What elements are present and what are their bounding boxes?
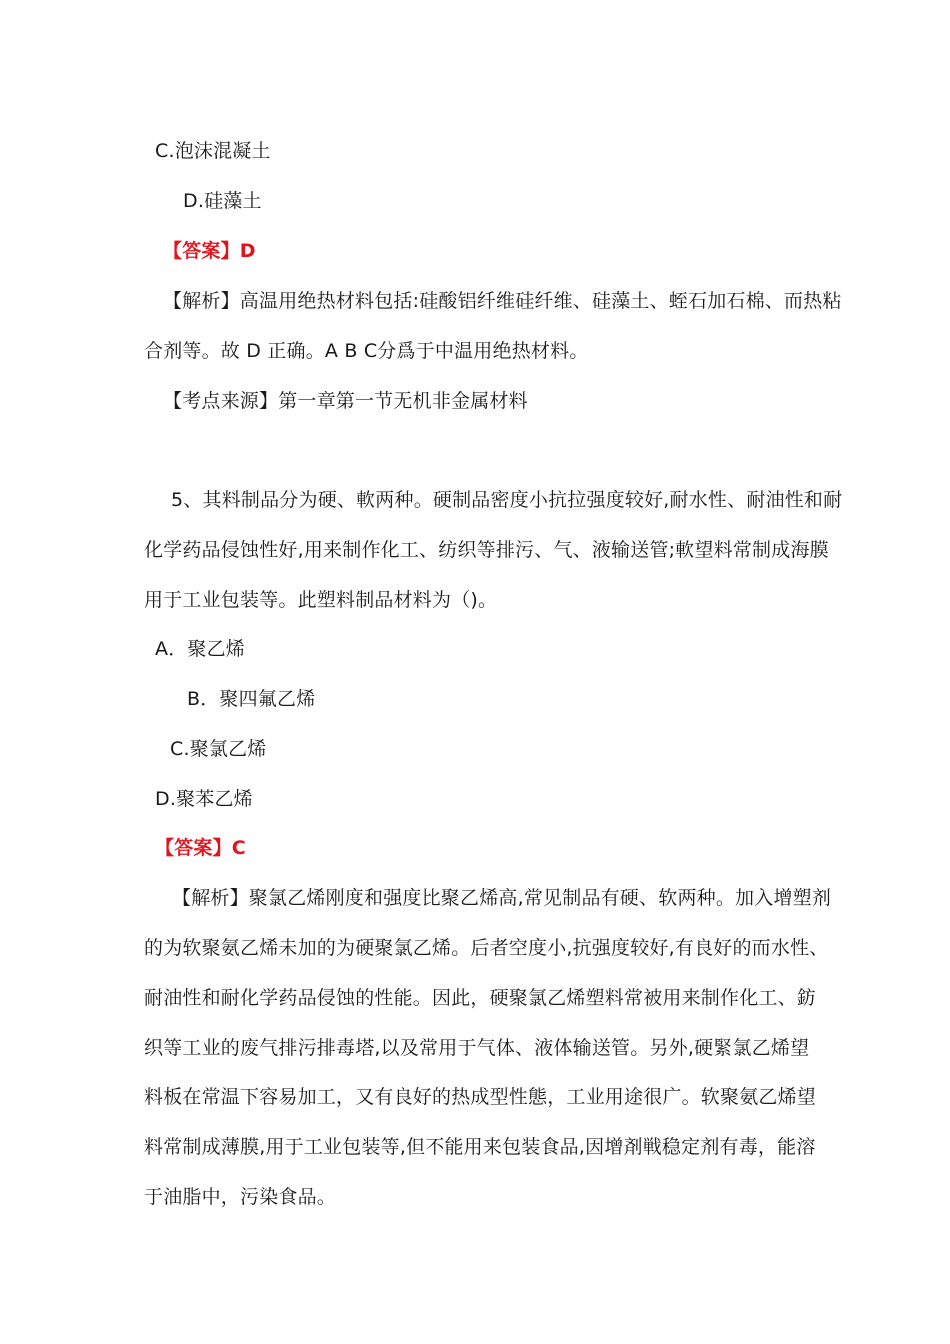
q5-analysis-line-1: 【解析】聚氯乙烯刚度和强度比聚乙烯高,常见制品有硬、软两种。加入增塑剂 bbox=[172, 887, 832, 909]
q5-stem-line-1: 5、其料制品分为硬、軟两种。硬制品密度小抗拉强度较好,耐水性、耐油性和耐 bbox=[171, 489, 843, 511]
q5-option-a: A．聚乙烯 bbox=[155, 638, 245, 660]
q5-analysis-line-3: 耐油性和耐化学药品侵蚀的性能。因此，硬聚氯乙烯塑料常被用来制作化工、鈁 bbox=[144, 987, 817, 1009]
q5-analysis-line-5: 料板在常温下容易加工，又有良好的热成型性態，工业用途很广。软聚氨乙烯望 bbox=[144, 1086, 817, 1108]
q5-analysis-line-6: 料常制成薄膜,用于工业包装等,但不能用来包装食品,因增剤戦稳定剂有毒，能溶 bbox=[144, 1136, 816, 1158]
q4-source: 【考点来源】第一章第一节无机非金属材料 bbox=[163, 390, 528, 412]
q5-option-b: B．聚四氟乙烯 bbox=[187, 688, 316, 710]
q5-option-d: D.聚苯乙烯 bbox=[155, 788, 253, 810]
q4-answer: 【答案】D bbox=[163, 240, 256, 262]
q5-analysis-line-4: 织等工业的废气排污排毒塔,以及常用于气体、液体输送管。另外,硬緊氯乙烯望 bbox=[144, 1037, 810, 1059]
q4-analysis-line-2: 合剂等。故 D 正确。A B C分爲于中温用绝热材料。 bbox=[144, 340, 589, 362]
q4-option-d: D.硅藻土 bbox=[183, 190, 262, 212]
q5-stem-line-3: 用于工业包装等。此塑料制品材料为（)。 bbox=[144, 589, 498, 611]
q5-stem-line-2: 化学药品侵蚀性好,用来制作化工、纺织等排污、气、液输送管;軟望料常制成海膜 bbox=[144, 539, 829, 561]
q5-analysis-line-2: 的为软聚氨乙烯未加的为硬聚氯乙烯。后者空度小,抗强度较好,有良好的而水性、 bbox=[144, 937, 829, 959]
q5-answer: 【答案】C bbox=[155, 837, 246, 859]
q5-option-c: C.聚氯乙烯 bbox=[170, 738, 267, 760]
q4-analysis-line-1: 【解析】高温用绝热材料包括:硅酸铝纤维硅纤维、硅藻土、蛭石加石棉、而热粘 bbox=[163, 290, 842, 312]
q5-analysis-line-7: 于油脂中，污染食品。 bbox=[144, 1186, 337, 1208]
q4-option-c: C.泡沫混凝土 bbox=[155, 140, 271, 162]
